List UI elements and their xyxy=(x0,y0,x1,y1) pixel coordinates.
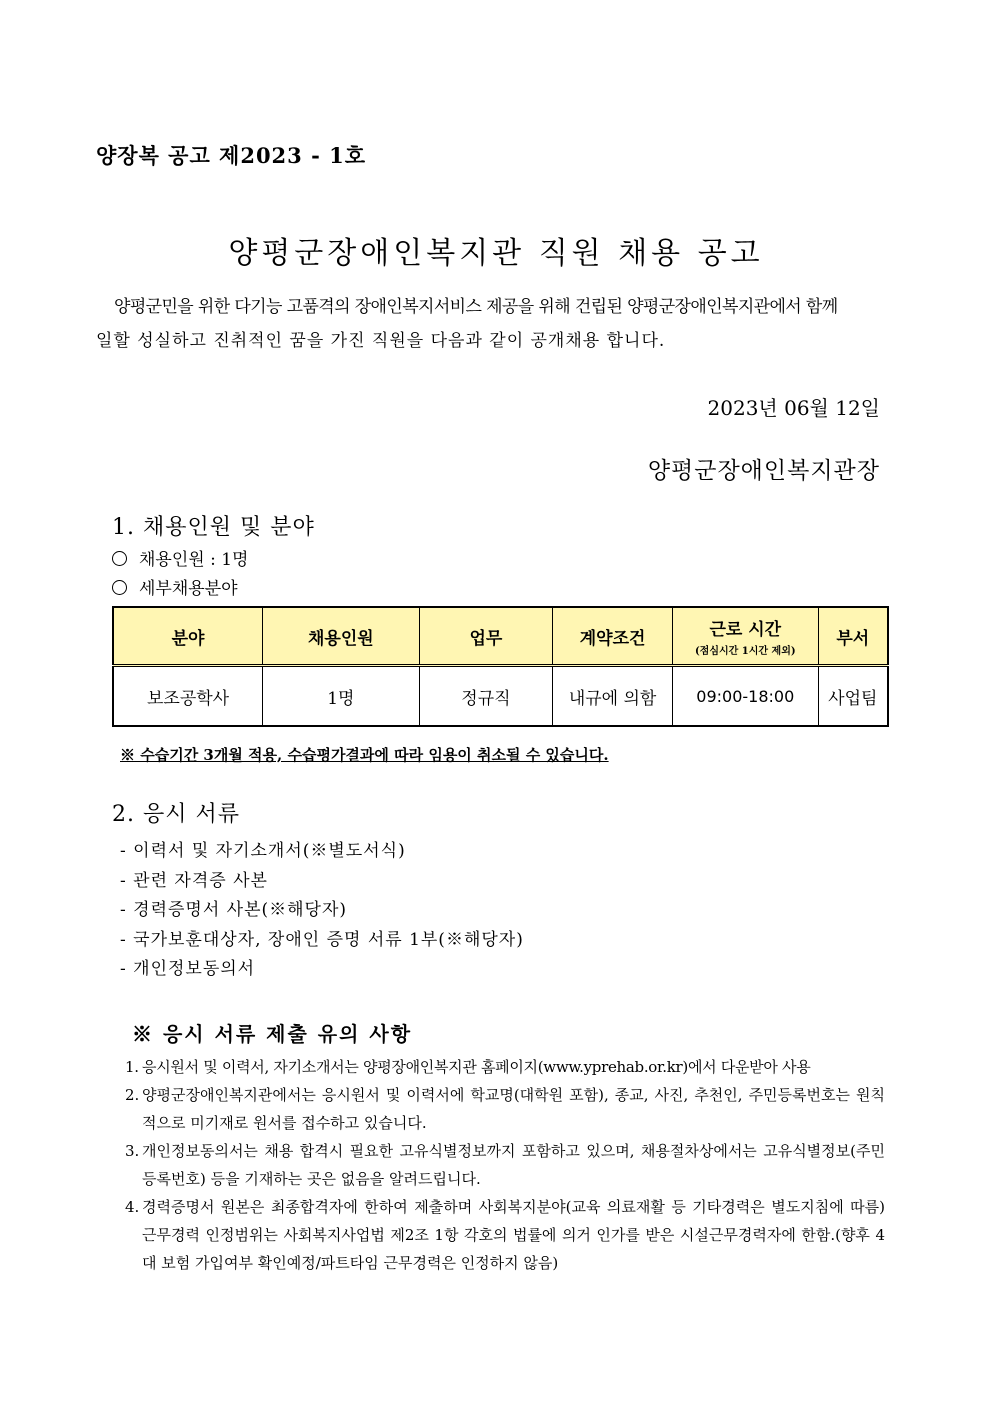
list-item-text: 개인정보동의서는 채용 합격시 필요한 고유식별정보까지 포함하고 있으며, 채용절차상에서는 고유식별정보(주민등록번호) 등을 기재하는 곳은 없음을 알려드립니다. xyxy=(142,1142,885,1188)
section-2-title: 2. 응시 서류 xyxy=(112,802,240,827)
intro-line-1: 양평군민을 위한 다기능 고품격의 장애인복지서비스 제공을 위해 건립된 양평군장애인복지관에서 함께 xyxy=(114,297,838,317)
table-header-row xyxy=(113,607,888,666)
header-count: 채용인원 xyxy=(263,607,420,666)
notice-number: 양장복 공고 제2023 - 1호 xyxy=(96,143,367,168)
cell-department: 사업팀 xyxy=(818,666,888,727)
cell-field: 보조공학사 xyxy=(113,666,263,727)
recruit-count-item xyxy=(112,545,248,570)
header-contract: 계약조건 xyxy=(553,607,673,666)
list-item-text: 양평군장애인복지관에서는 응시원서 및 이력서에 학교명(대학원 포함), 종교, 사진, 추천인, 주민등록번호는 원칙적으로 미기재로 원서를 접수하고 있습니다. xyxy=(142,1086,885,1132)
list-item-number: 1. xyxy=(125,1058,139,1076)
intro-line-2: 일할 성실하고 진취적인 꿈을 가진 직원을 다음과 같이 공개채용 합니다. xyxy=(96,331,666,351)
document-title: 양평군장애인복지관 직원 채용 공고 xyxy=(228,236,764,271)
recruit-count-text: 채용인원 : 1명 xyxy=(139,550,249,570)
circle-bullet-icon xyxy=(112,580,127,595)
list-item xyxy=(125,1137,885,1193)
cell-count: 1명 xyxy=(263,666,420,727)
caution-title: ※ 응시 서류 제출 유의 사항 xyxy=(132,1022,413,1046)
cell-duty: 정규직 xyxy=(419,666,553,727)
list-item-text: 경력증명서 원본은 최종합격자에 한하여 제출하며 사회복지분야(교육 의료재활 등 기타경력은 별도지침에 따름) 근무경력 인정범위는 사회복지사업법 제2조 1항 각호의 법률에 의거 인가를 받은 시설근무경력자에 한함.(향후 4대 보험 가입여부 확인예정/파트타임 근무경력은 인정하지 않음) xyxy=(142,1198,885,1272)
header-work-hours-sub: (점심시간 1시간 제외) xyxy=(694,646,796,657)
header-department: 부서 xyxy=(818,607,888,666)
table-row xyxy=(113,666,888,727)
list-item-text: 응시원서 및 이력서, 자기소개서는 양평장애인복지관 홈페이지(www.yprehab.or.kr)에서 다운받아 사용 xyxy=(142,1058,811,1076)
announcement-date: 2023년 06월 12일 xyxy=(707,396,880,420)
cell-contract: 내규에 의함 xyxy=(553,666,673,727)
document-item: - 이력서 및 자기소개서(※별도서식) xyxy=(120,841,406,861)
header-duty: 업무 xyxy=(419,607,553,666)
document-item: - 관련 자격증 사본 xyxy=(120,871,268,891)
document-item: - 개인정보동의서 xyxy=(120,959,256,979)
document-item: - 국가보훈대상자, 장애인 증명 서류 1부(※해당자) xyxy=(120,930,524,950)
list-item-number: 2. xyxy=(125,1086,140,1104)
header-work-hours xyxy=(672,607,818,666)
cell-work-hours: 09:00-18:00 xyxy=(672,666,818,727)
job-table xyxy=(112,606,889,727)
list-item-number: 4. xyxy=(125,1198,140,1216)
caution-list xyxy=(125,1053,885,1277)
list-item xyxy=(125,1053,885,1081)
header-field: 분야 xyxy=(113,607,263,666)
document-item: - 경력증명서 사본(※해당자) xyxy=(120,900,348,920)
signer: 양평군장애인복지관장 xyxy=(647,458,880,484)
recruit-field-item xyxy=(112,574,238,599)
header-work-hours-label: 근로 시간 xyxy=(709,620,782,640)
circle-bullet-icon xyxy=(112,551,127,566)
list-item xyxy=(125,1081,885,1137)
recruit-field-text: 세부채용분야 xyxy=(139,579,238,599)
probation-note: ※ 수습기간 3개월 적용, 수습평가결과에 따라 임용이 취소될 수 있습니다. xyxy=(120,746,609,764)
list-item xyxy=(125,1193,885,1277)
section-1-title: 1. 채용인원 및 분야 xyxy=(112,515,315,540)
intro-paragraph xyxy=(96,290,896,358)
list-item-number: 3. xyxy=(125,1142,140,1160)
